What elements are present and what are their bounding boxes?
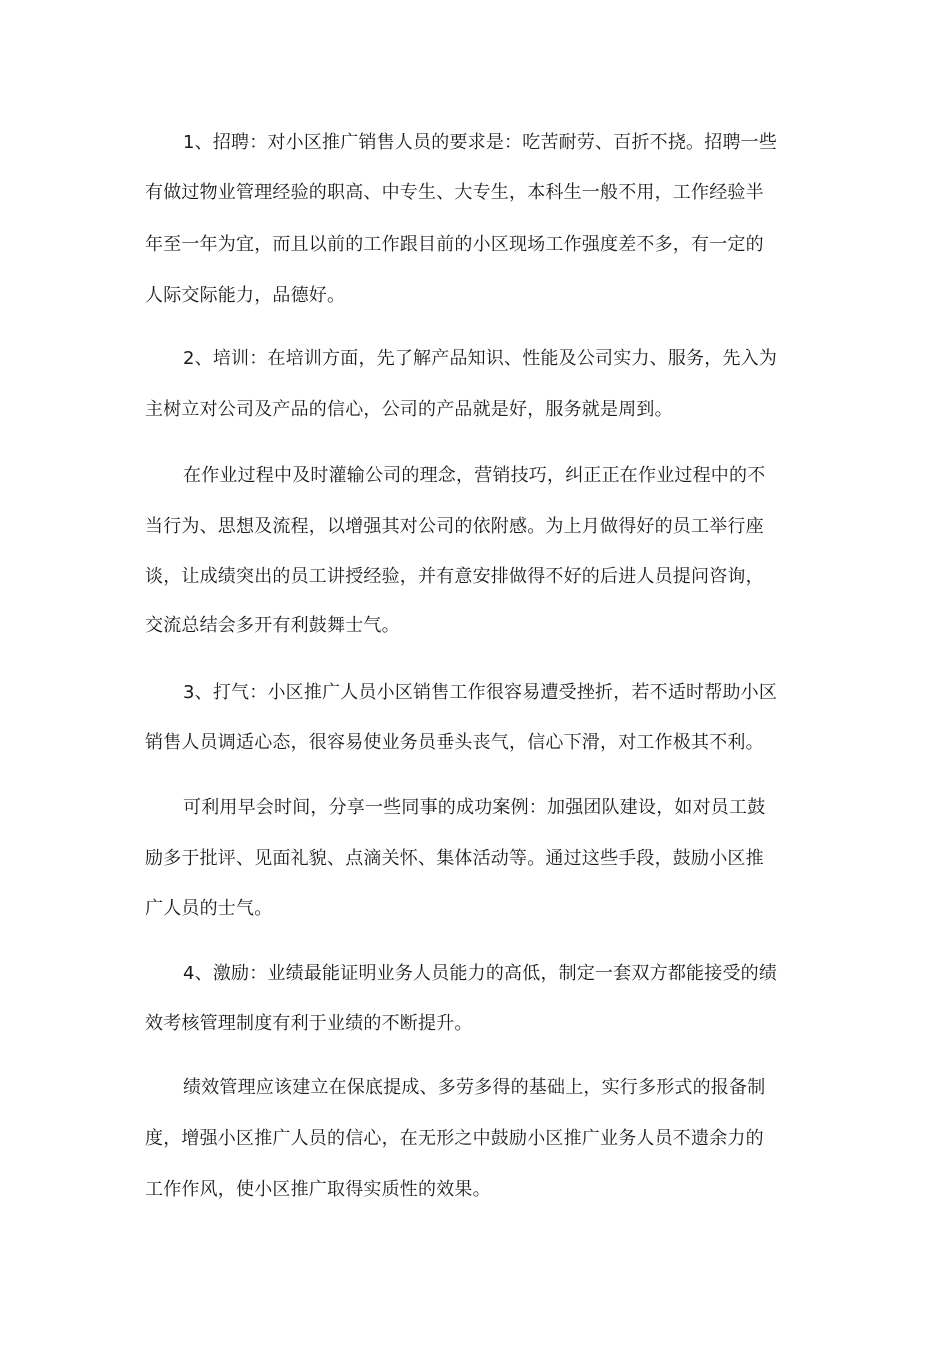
paragraph-1-line-3: 年至一年为宜，而且以前的工作跟目前的小区现场工作强度差不多，有一定的 xyxy=(145,234,764,255)
paragraph-4-line-1: 3、打气：小区推广人员小区销售工作很容易遭受挫折，若不适时帮助小区 xyxy=(183,682,778,703)
paragraph-5-line-2: 励多于批评、见面礼貌、点滴关怀、集体活动等。通过这些手段，鼓励小区推 xyxy=(145,848,764,869)
paragraph-1-line-1: 1、招聘：对小区推广销售人员的要求是：吃苦耐劳、百折不挠。招聘一些 xyxy=(183,132,778,153)
paragraph-2-line-1: 2、培训：在培训方面，先了解产品知识、性能及公司实力、服务，先入为 xyxy=(183,348,778,369)
paragraph-2-line-2: 主树立对公司及产品的信心，公司的产品就是好，服务就是周到。 xyxy=(145,399,673,420)
paragraph-7-line-2: 度，增强小区推广人员的信心，在无形之中鼓励小区推广业务人员不遗余力的 xyxy=(145,1128,764,1149)
paragraph-6-line-1: 4、激励：业绩最能证明业务人员能力的高低，制定一套双方都能接受的绩 xyxy=(183,963,778,984)
paragraph-3-line-2: 当行为、思想及流程，以增强其对公司的依附感。为上月做得好的员工举行座 xyxy=(145,516,764,537)
paragraph-6-line-2: 效考核管理制度有利于业绩的不断提升。 xyxy=(145,1013,473,1034)
paragraph-4-line-2: 销售人员调适心态，很容易使业务员垂头丧气，信心下滑，对工作极其不利。 xyxy=(145,732,764,753)
paragraph-7-line-1: 绩效管理应该建立在保底提成、多劳多得的基础上，实行多形式的报备制 xyxy=(183,1077,766,1098)
paragraph-5-line-1: 可利用早会时间，分享一些同事的成功案例：加强团队建设，如对员工鼓 xyxy=(183,797,766,818)
paragraph-3-line-4: 交流总结会多开有利鼓舞士气。 xyxy=(145,615,400,636)
paragraph-5-line-3: 广人员的士气。 xyxy=(145,898,273,919)
paragraph-1-line-4: 人际交际能力，品德好。 xyxy=(145,285,346,306)
paragraph-3-line-3: 谈，让成绩突出的员工讲授经验，并有意安排做得不好的后进人员提问咨询， xyxy=(145,566,764,587)
paragraph-1-line-2: 有做过物业管理经验的职高、中专生、大专生，本科生一般不用，工作经验半 xyxy=(145,182,764,203)
paragraph-3-line-1: 在作业过程中及时灌输公司的理念，营销技巧，纠正正在作业过程中的不 xyxy=(183,465,766,486)
paragraph-7-line-3: 工作作风，使小区推广取得实质性的效果。 xyxy=(145,1179,491,1200)
